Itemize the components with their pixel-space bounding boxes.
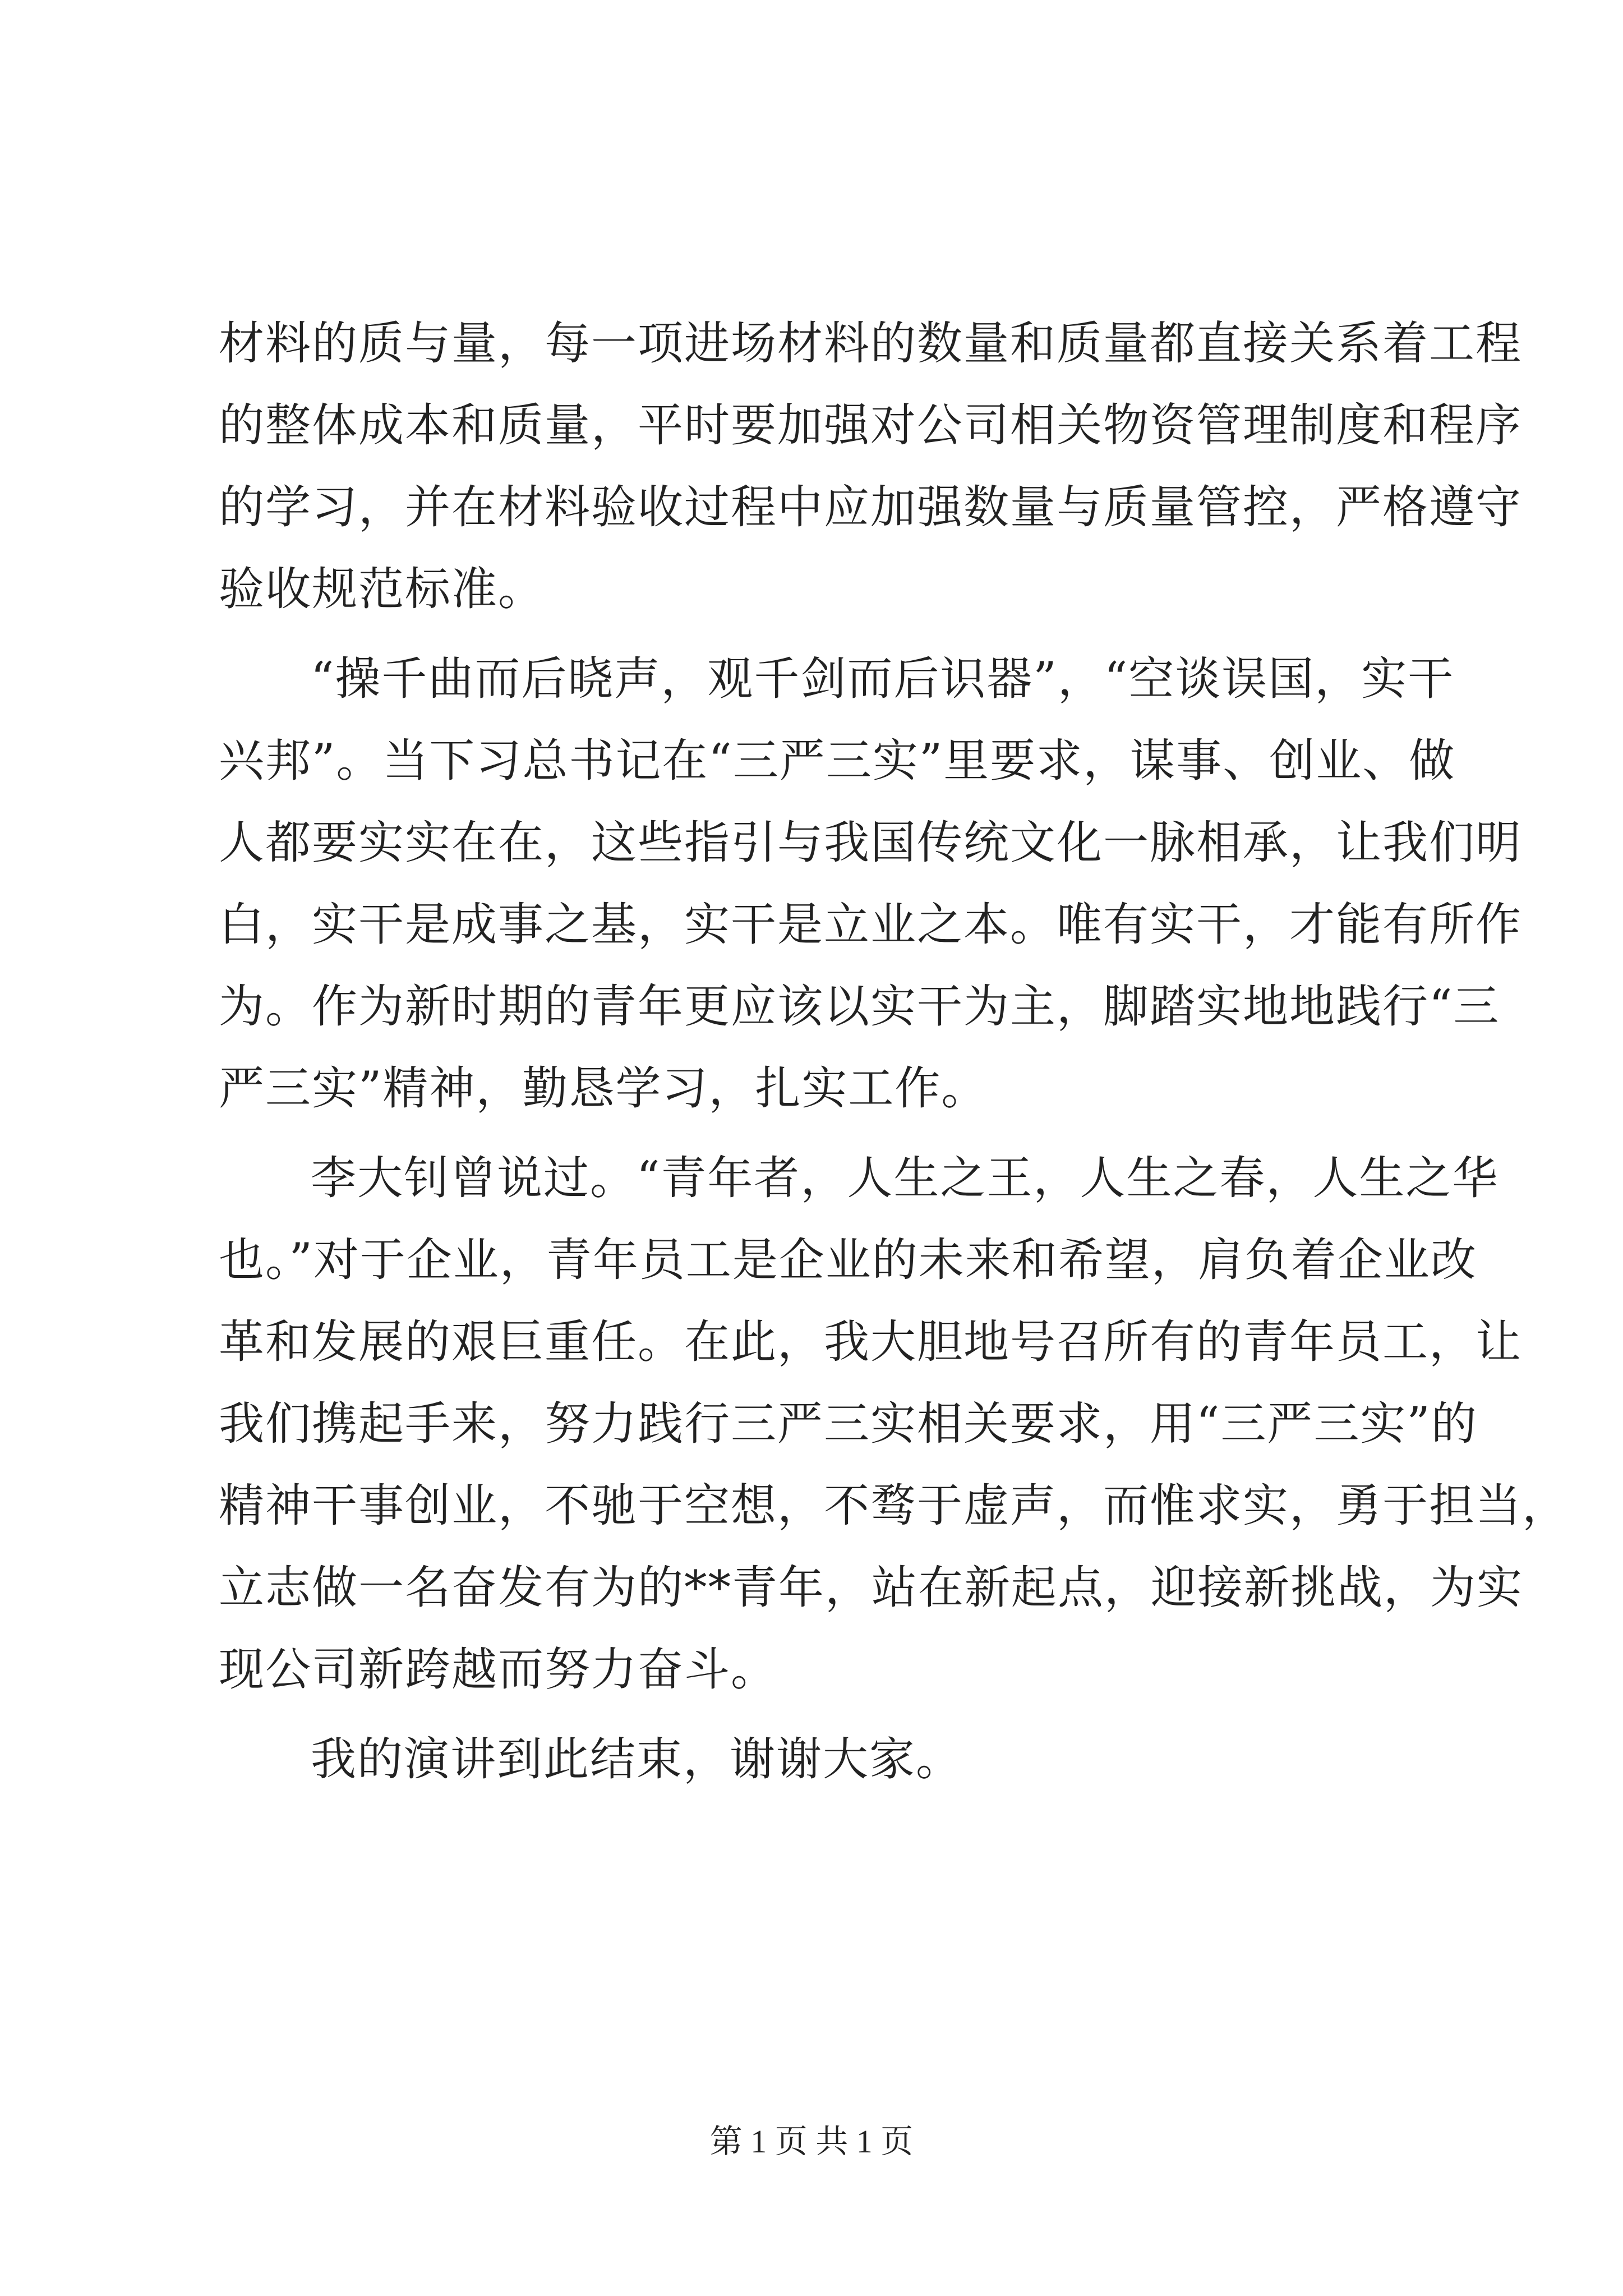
body-line: 兴邦”。当下习总书记在“三严三实”里要求，谋事、创业、做 — [219, 735, 1456, 788]
body-line: 严三实”精神，勤恳学习，扎实工作。 — [219, 1062, 988, 1115]
document-body — [219, 303, 1569, 1801]
body-line: 我们携起手来，努力践行三严三实相关要求，用“三严三实”的 — [219, 1398, 1478, 1451]
body-line: 也。”对于企业，青年员工是企业的未来和希望，肩负着企业改 — [219, 1234, 1477, 1287]
body-line: “操千曲而后晓声，观千剑而后识器”，“空谈误国，实干 — [311, 653, 1455, 706]
body-line: 现公司新跨越而努力奋斗。 — [219, 1644, 778, 1696]
body-line: 的学习，并在材料验收过程中应加强数量与质量管控，严格遵守 — [219, 481, 1523, 534]
body-line: 验收规范标准。 — [219, 563, 545, 616]
page-number-footer: 第 1 页 共 1 页 — [709, 2123, 914, 2160]
body-line: 李大钊曾说过。“青年者，人生之王，人生之春，人生之华 — [311, 1152, 1499, 1205]
body-line: 精神干事创业，不驰于空想，不骛于虚声，而惟求实，勇于担当， — [219, 1480, 1569, 1533]
body-line: 白，实干是成事之基，实干是立业之本。唯有实干，才能有所作 — [219, 899, 1523, 951]
body-line: 我的演讲到此结束，谢谢大家。 — [311, 1733, 963, 1786]
body-line: 为。作为新时期的青年更应该以实干为主，脚踏实地地践行“三 — [219, 981, 1500, 1033]
body-line: 的整体成本和质量，平时要加强对公司相关物资管理制度和程序 — [219, 399, 1523, 452]
body-line: 革和发展的艰巨重任。在此，我大胆地号召所有的青年员工，让 — [219, 1316, 1523, 1369]
body-line: 材料的质与量，每一项进场材料的数量和质量都直接关系着工程 — [219, 318, 1523, 370]
body-line: 人都要实实在在，这些指引与我国传统文化一脉相承，让我们明 — [219, 817, 1523, 869]
body-line: 立志做一名奋发有为的**青年，站在新起点，迎接新挑战，为实 — [219, 1562, 1524, 1614]
